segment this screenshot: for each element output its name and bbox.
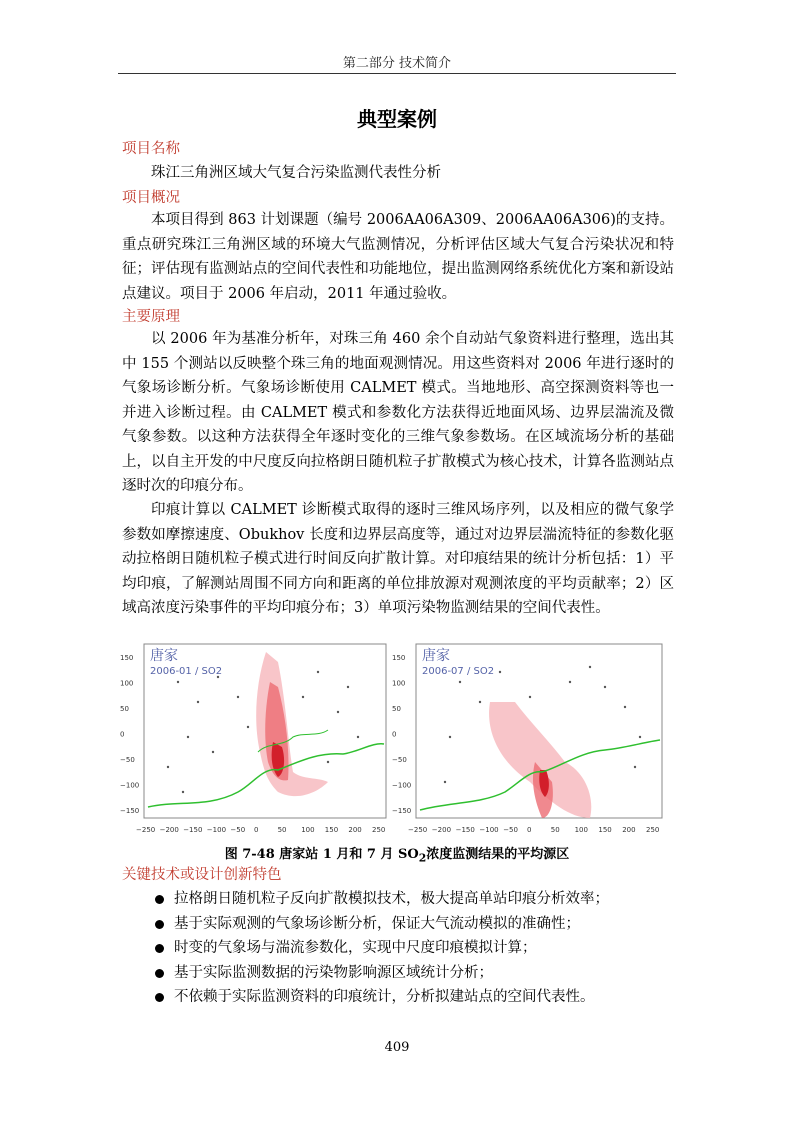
bullet-icon xyxy=(155,895,164,904)
bullet-icon xyxy=(155,944,164,953)
x-tick-label: 150 xyxy=(598,826,612,834)
y-tick-label: −50 xyxy=(120,756,135,764)
figure-panel-july xyxy=(390,642,666,844)
panel-station-name: 唐家 xyxy=(150,648,178,664)
x-tick-label: 50 xyxy=(277,826,287,834)
y-tick-label: 150 xyxy=(392,654,406,662)
x-tick-label: 100 xyxy=(301,826,315,834)
bullet-icon xyxy=(155,993,164,1002)
x-tick-label: 0 xyxy=(527,826,532,834)
panel-station-name: 唐家 xyxy=(422,648,450,664)
x-tick-label: 200 xyxy=(622,826,636,834)
x-tick-label: −200 xyxy=(431,826,452,834)
footprint-map-july xyxy=(390,642,666,840)
x-tick-label: −100 xyxy=(479,826,499,834)
panel-label: 2006-01 / SO2 xyxy=(150,666,223,677)
figure-caption: 图 7-48 唐家站 1 月和 7 月 $SO_2$浓度监测结果的平均源区 xyxy=(224,847,570,865)
heading-project-name: 项目名称 xyxy=(122,141,180,157)
footprint-map-january xyxy=(118,642,390,840)
y-tick-label: 50 xyxy=(392,705,401,713)
list-item: 不依赖于实际监测资料的印痕统计，分析拟建站点的空间代表性。 xyxy=(122,985,682,1010)
list-item: 基于实际监测数据的污染物影响源区域统计分析； xyxy=(122,961,682,986)
x-tick-label: 100 xyxy=(574,826,588,834)
x-tick-label: 150 xyxy=(324,826,339,834)
y-tick-label: −150 xyxy=(392,807,412,815)
x-tick-label: −100 xyxy=(206,826,227,834)
innovation-list xyxy=(122,887,682,1010)
list-item: 基于实际观测的气象场诊断分析，保证大气流动模拟的准确性； xyxy=(122,912,682,937)
heading-overview: 项目概况 xyxy=(122,190,180,206)
panel-label: 2006-07 / SO2 xyxy=(422,666,495,677)
x-tick-label: −250 xyxy=(136,826,156,834)
y-tick-label: −50 xyxy=(392,756,407,764)
y-tick-label: 0 xyxy=(120,730,125,739)
bullet-icon xyxy=(155,920,164,929)
x-tick-label: 0 xyxy=(254,826,259,834)
x-tick-label: −250 xyxy=(408,826,428,834)
heading-innovation: 关键技术或设计创新特色 xyxy=(122,867,282,883)
x-tick-label: −150 xyxy=(455,826,475,834)
y-tick-label: −100 xyxy=(120,781,140,790)
figure-panel-january xyxy=(118,642,390,844)
list-item: 时变的气象场与湍流参数化，实现中尺度印痕模拟计算； xyxy=(122,936,682,961)
overview-paragraph: 本项目得到 863 计划课题（编号 2006AA06A309、2006AA06A306)的支持。重点研究珠江三角洲区域的环境大气监测情况，分析评估区域大气复合污染状况和特征；评估现有监测站点的空间代表性和功能地位，提出监测网络系统优化方案和新设站点建议。项目于 2006 年启动，2011 年通过验收。 xyxy=(122,212,674,302)
x-tick-label: −50 xyxy=(230,826,246,834)
running-header: 第二部分 技术简介 xyxy=(342,56,452,71)
x-tick-label: −150 xyxy=(183,826,203,834)
page-title: 典型案例 xyxy=(357,107,437,131)
bullet-icon xyxy=(155,969,164,978)
list-item: 拉格朗日随机粒子反向扩散模拟技术，极大提高单站印痕分析效率； xyxy=(122,887,682,912)
principle-paragraph-1: 以 2006 年为基准分析年，对珠三角 460 余个自动站气象资料进行整理，选出其中 155 个测站以反映整个珠三角的地面观测情况。用这些资料对 2006 年进行逐时的气象场诊断分析。气象场诊断使用 CALMET 模式。当地地形、高空探测资料等也一并进入诊断过程。由 CALMET 模式和参数化方法获得近地面风场、边界层湍流及微气象参数。以这种方法获得全年逐时变化的三维气象参数场。在区域流场分析的基础上，以自主开发的中尺度反向拉格朗日随机粒子扩散模式为核心技术，计算各监测站点逐时次的印痕分布。 xyxy=(122,331,674,494)
x-tick-label: −200 xyxy=(159,826,179,834)
x-tick-label: 200 xyxy=(348,826,362,834)
y-tick-label: 100 xyxy=(392,679,406,688)
y-tick-label: −100 xyxy=(392,781,412,790)
principle-paragraph-2: 印痕计算以 CALMET 诊断模式取得的逐时三维风场序列，以及相应的微气象学参数如摩擦速度、Obukhov 长度和边界层高度等，通过对边界层湍流特征的参数化驱动拉格朗日随机粒子模式进行时间反向扩散计算。对印痕结果的统计分析包括：1）平均印痕，了解测站周围不同方向和距离的单位排放源对观测浓度的平均贡献率；2）区域高浓度污染事件的平均印痕分布；3）单项污染物监测结果的空间代表性。 xyxy=(122,502,674,616)
y-tick-label: −150 xyxy=(120,807,140,815)
project-name: 珠江三角洲区域大气复合污染监测代表性分析 xyxy=(151,165,441,181)
heading-principle: 主要原理 xyxy=(122,309,180,325)
header-rule xyxy=(118,73,676,74)
y-tick-label: 150 xyxy=(120,654,134,662)
x-tick-label: 250 xyxy=(646,826,660,834)
x-tick-label: −50 xyxy=(503,826,518,834)
y-tick-label: 100 xyxy=(120,679,134,688)
x-tick-label: 50 xyxy=(550,826,560,834)
y-tick-label: 50 xyxy=(120,705,129,713)
y-tick-label: 0 xyxy=(392,730,397,739)
page-number: 409 xyxy=(384,1040,410,1055)
x-tick-label: 250 xyxy=(372,826,386,834)
